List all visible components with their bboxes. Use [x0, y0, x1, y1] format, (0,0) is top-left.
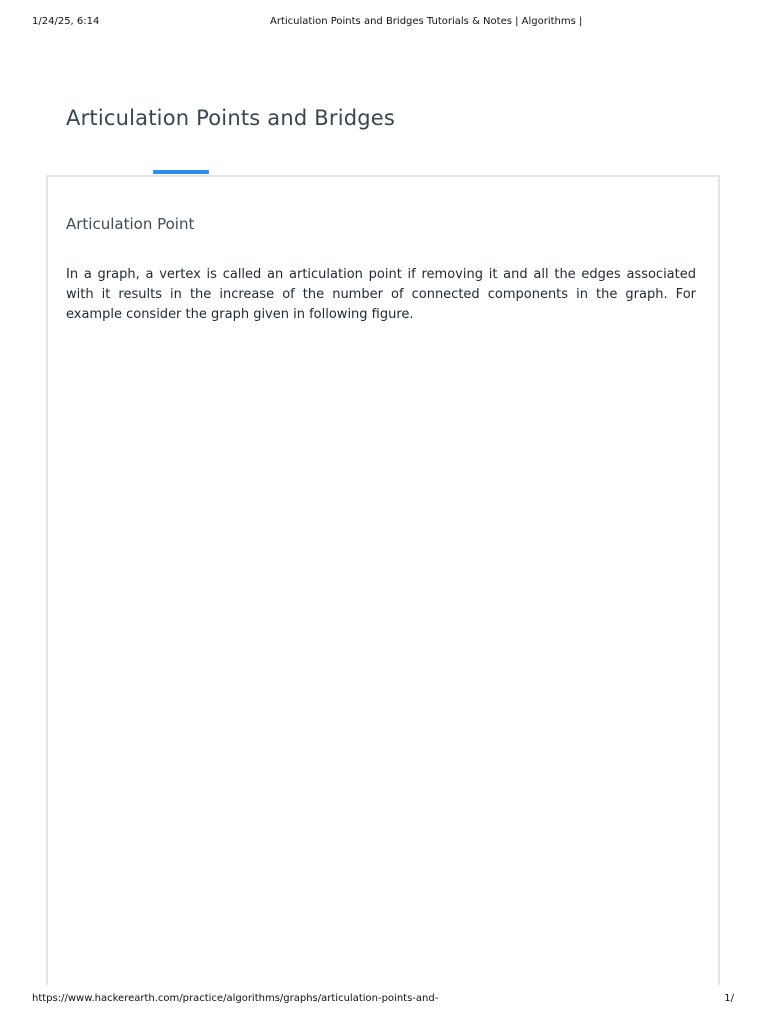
- print-url: https://www.hackerearth.com/practice/algorithms/graphs/articulation-points-and-: [32, 993, 439, 1004]
- section-heading: Articulation Point: [66, 215, 195, 233]
- print-footer: [32, 993, 734, 1009]
- print-date: 1/24/25, 6:14: [32, 16, 100, 27]
- article-card: [46, 175, 720, 985]
- article-paragraph: In a graph, a vertex is called an articulation point if removing it and all the edges associated with it results in the increase of the number of connected components in the graph. For example consider the graph given in following figure.: [66, 267, 696, 322]
- print-header: [32, 16, 736, 32]
- print-title: Articulation Points and Bridges Tutorials & Notes | Algorithms |: [270, 16, 583, 27]
- print-page-number: 1/: [724, 993, 734, 1004]
- page-title: Articulation Points and Bridges: [66, 106, 396, 130]
- active-tab-indicator: [153, 170, 209, 174]
